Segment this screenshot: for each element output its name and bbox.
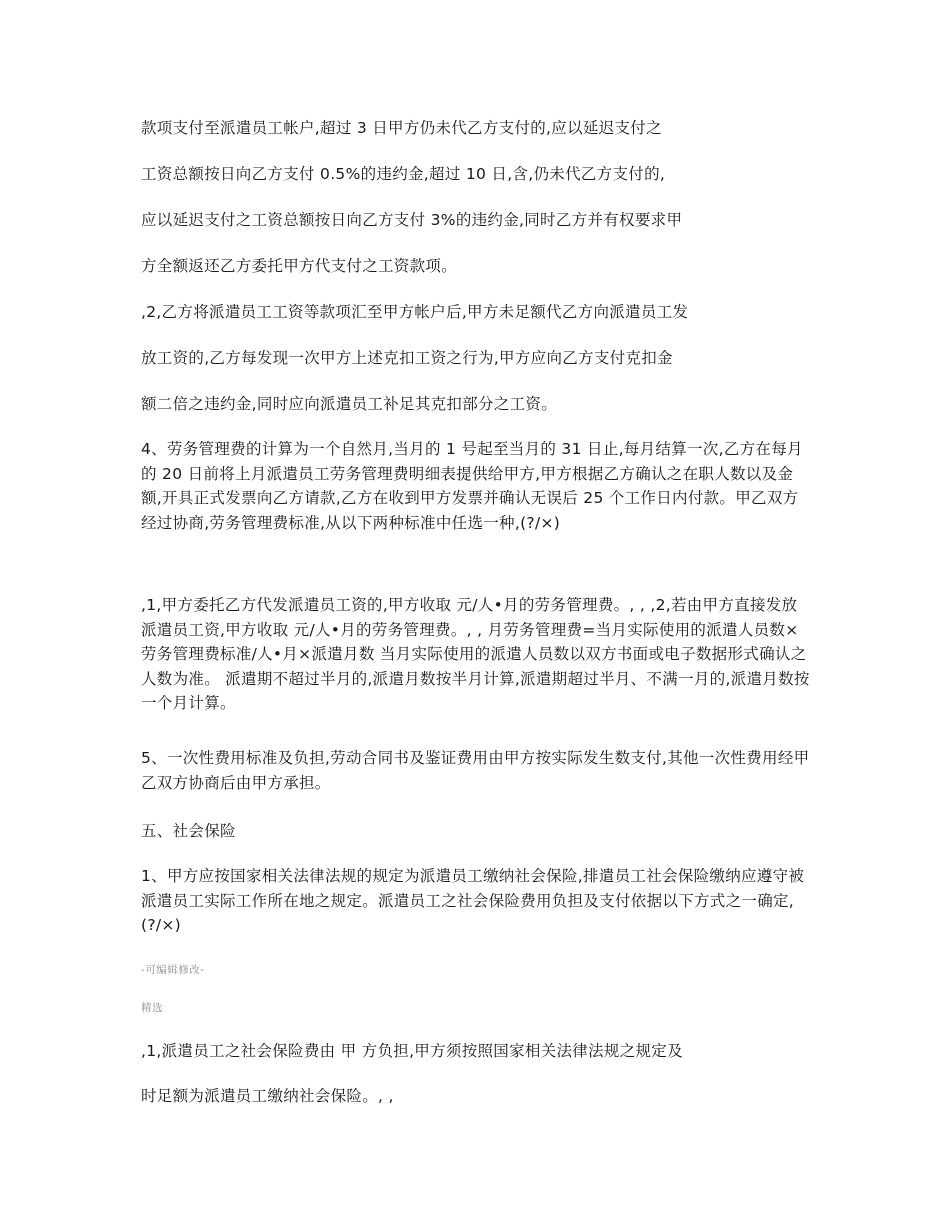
paragraph-fee-calculation: 4、劳务管理费的计算为一个自然月,当月的 1 号起至当月的 31 日止,每月结算一次,乙方在每月的 20 日前将上月派遣员工劳务管理费明细表提供给甲方,甲方根据乙方确认之在职人数以及金额,开具正式发票向乙方请款,乙方在收到甲方发票并确认无误后 25 个工作日内付款。甲乙双方经过协商,劳务管理费标准,从以下两种标准中任选一种,(?/×) — [141, 440, 803, 532]
text-line: 时足额为派遣员工缴纳社会保险。, , — [141, 1087, 394, 1105]
text-line: 方全额返还乙方委托甲方代支付之工资款项。 — [141, 257, 458, 275]
text-line: 款项支付至派遣员工帐户,超过 3 日甲方仍未代乙方支付的,应以延迟支付之 — [141, 119, 662, 137]
paragraph-fee-options: ,1,甲方委托乙方代发派遣员工资的,甲方收取 元/人•月的劳务管理费。, , ,2,若由甲方直接发放派遣员工资,甲方收取 元/人•月的劳务管理费。, , 月劳务管理费=当月实际使用的派遣人员数×劳务管理费标准/人•月×派遣月数 当月实际使用的派遣人员数以双方书面或电子数据形式确认之人数为准。 派遣期不超过半月的,派遣月数按半月计算,派遣期超过半月、不满一月的,派遣月数按一个月计算。 — [141, 596, 810, 712]
paragraph-social-insurance: 1、甲方应按国家相关法律法规的规定为派遣员工缴纳社会保险,排遣员工社会保险缴纳应遵守被派遣员工实际工作所在地之规定。派遣员工之社会保险费用负担及支付依据以下方式之一确定,(?/×) — [141, 867, 805, 934]
footer-editable-note: -可编辑修改- — [141, 964, 205, 976]
paragraph-one-time-fee: 5、一次性费用标准及负担,劳动合同书及鉴证费用由甲方按实际发生数支付,其他一次性费用经甲乙双方协商后由甲方承担。 — [141, 749, 810, 792]
text-line: ,1,派遣员工之社会保险费由 甲 方负担,甲方须按照国家相关法律法规之规定及 — [141, 1042, 683, 1060]
text-line: 放工资的,乙方每发现一次甲方上述克扣工资之行为,甲方应向乙方支付克扣金 — [141, 349, 673, 367]
section-heading: 五、社会保险 — [141, 822, 236, 840]
text-line: 应以延迟支付之工资总额按日向乙方支付 3%的违约金,同时乙方并有权要求甲 — [141, 211, 683, 229]
footer-selected-note: 精选 — [141, 1002, 163, 1014]
text-line: 工资总额按日向乙方支付 0.5%的违约金,超过 10 日,含,仍未代乙方支付的, — [141, 165, 666, 183]
text-line: 额二倍之违约金,同时应向派遣员工补足其克扣部分之工资。 — [141, 395, 558, 413]
text-line: ,2,乙方将派遣员工工资等款项汇至甲方帐户后,甲方未足额代乙方向派遣员工发 — [141, 303, 689, 321]
